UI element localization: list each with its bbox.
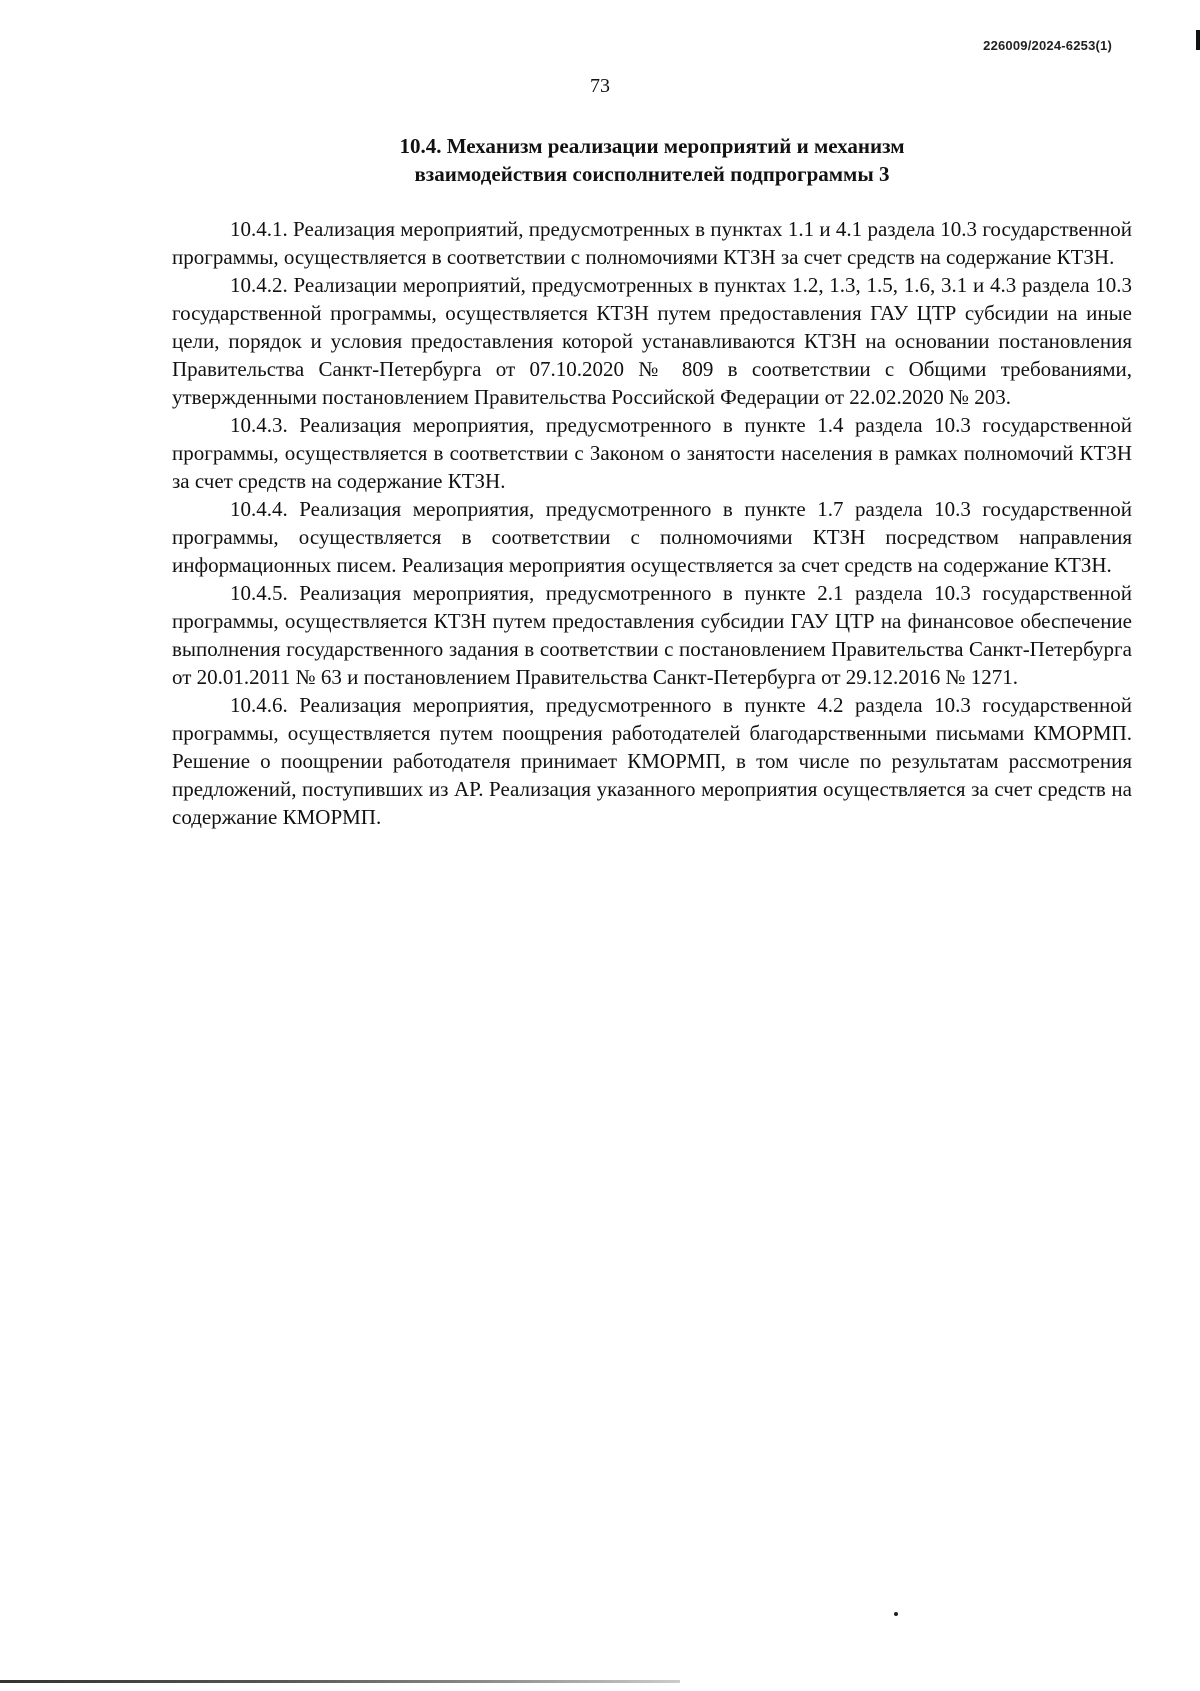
section-body bbox=[172, 215, 1132, 831]
paragraph-10-4-3: 10.4.3. Реализация мероприятия, предусмотренного в пункте 1.4 раздела 10.3 государственной программы, осуществляется в соответствии с Законом о занятости населения в рамках полномочий КТЗН за счет средств на содержание КТЗН. bbox=[172, 413, 1132, 493]
section-title bbox=[172, 132, 1132, 188]
section-title-line-2: взаимодействия соисполнителей подпрограммы 3 bbox=[414, 162, 890, 186]
section-title-line-1: 10.4. Механизм реализации мероприятий и механизм bbox=[399, 134, 905, 158]
paragraph-10-4-2: 10.4.2. Реализации мероприятий, предусмотренных в пунктах 1.2, 1.3, 1.5, 1.6, 3.1 и 4.3 раздела 10.3 государственной программы, осуществляется КТЗН путем предоставления ГАУ ЦТР субсидии на иные цели, порядок и условия предоставления которой устанавливаются КТЗН на основании постановления Правительства Санкт-Петербурга от 07.10.2020 № 809 в соответствии с Общими требованиями, утвержденными постановлением Правительства Российской Федерации от 22.02.2020 № 203. bbox=[172, 273, 1132, 409]
scan-dot-mark bbox=[894, 1612, 898, 1616]
paragraph-10-4-6: 10.4.6. Реализация мероприятия, предусмотренного в пункте 4.2 раздела 10.3 государственной программы, осуществляется путем поощрения работодателей благодарственными письмами КМОРМП. Решение о поощрении работодателя принимает КМОРМП, в том числе по результатам рассмотрения предложений, поступивших из АР. Реализация указанного мероприятия осуществляется за счет средств на содержание КМОРМП. bbox=[172, 693, 1132, 829]
paragraph-10-4-1: 10.4.1. Реализация мероприятий, предусмотренных в пунктах 1.1 и 4.1 раздела 10.3 государственной программы, осуществляется в соответствии с полномочиями КТЗН за счет средств на содержание КТЗН. bbox=[172, 217, 1132, 269]
paragraph-10-4-4: 10.4.4. Реализация мероприятия, предусмотренного в пункте 1.7 раздела 10.3 государственной программы, осуществляется в соответствии с полномочиями КТЗН посредством направления информационных писем. Реализация мероприятия осуществляется за счет средств на содержание КТЗН. bbox=[172, 497, 1132, 577]
scan-edge-mark bbox=[1196, 30, 1200, 50]
document-registration-number: 226009/2024-6253(1) bbox=[983, 38, 1112, 53]
paragraph-10-4-5: 10.4.5. Реализация мероприятия, предусмотренного в пункте 2.1 раздела 10.3 государственной программы, осуществляется КТЗН путем предоставления субсидии ГАУ ЦТР на финансовое обеспечение выполнения государственного задания в соответствии с постановлением Правительства Санкт-Петербурга от 20.01.2011 № 63 и постановлением Правительства Санкт-Петербурга от 29.12.2016 № 1271. bbox=[172, 581, 1132, 689]
page-number: 73 bbox=[590, 75, 610, 97]
scan-bottom-line bbox=[0, 1680, 680, 1683]
